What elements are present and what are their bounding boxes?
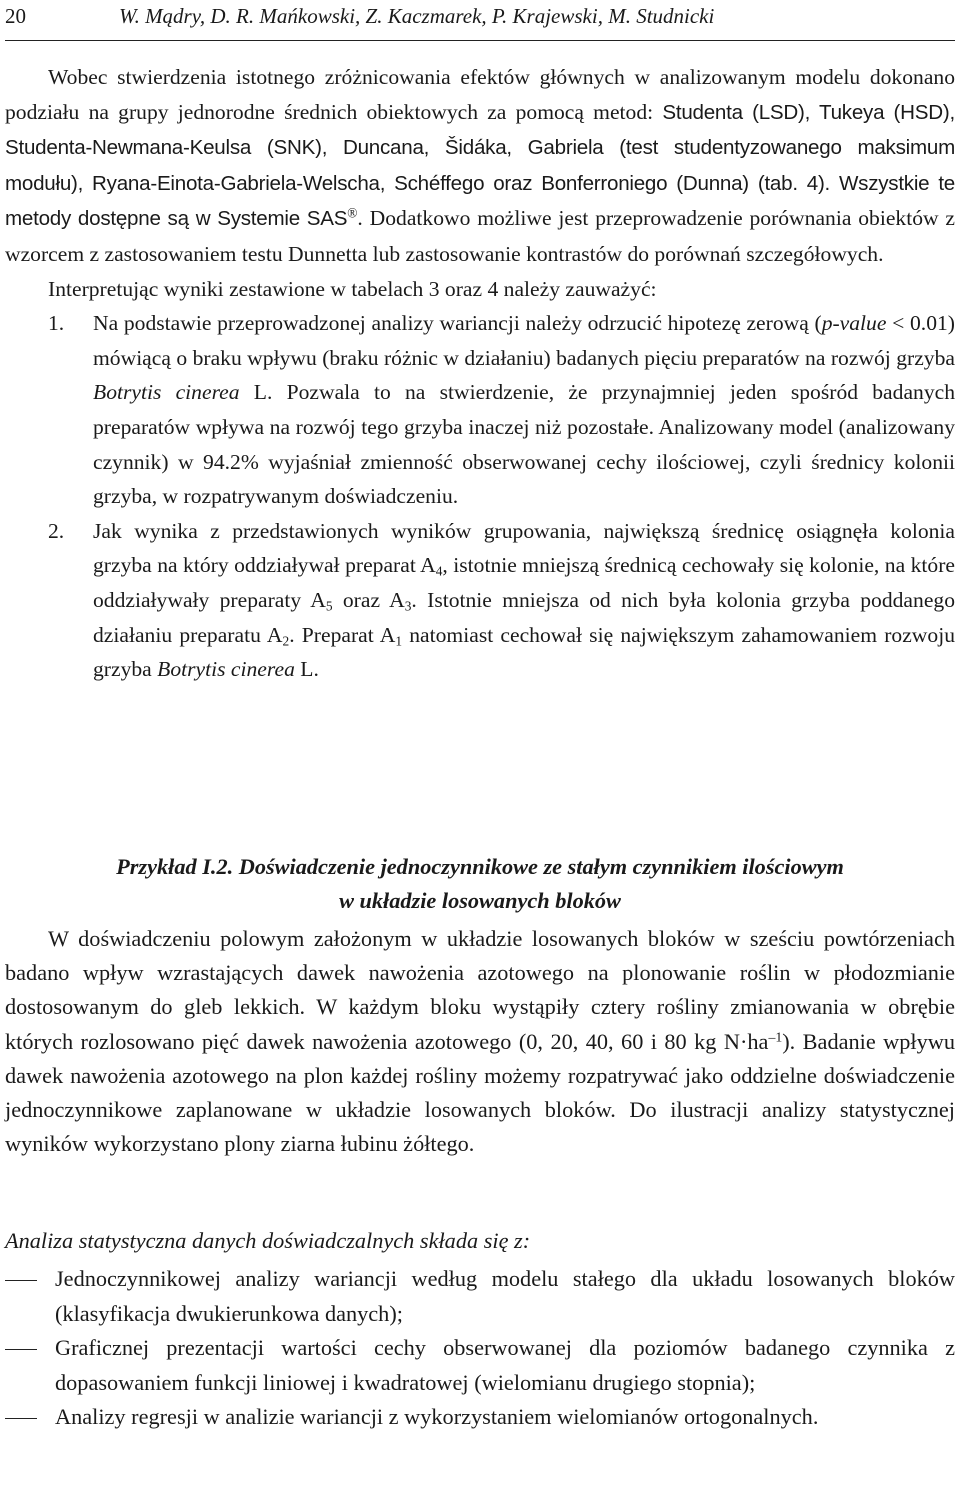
dash-bullet <box>5 1418 37 1419</box>
list-item <box>5 1331 955 1400</box>
dash-bullet <box>5 1280 37 1281</box>
header-authors: W. Mądry, D. R. Mańkowski, Z. Kaczmarek, P. Krajewski, M. Studnicki <box>119 4 715 28</box>
analysis-heading: Analiza statystyczna danych doświadczalnych składa się z: <box>5 1228 531 1253</box>
subscript: 1 <box>395 632 403 648</box>
item2-text-1: Jak wynika z przedstawionych wyników grupowania, największą średnicę osiągnęła kolonia grzyba na który oddziaływał preparat A <box>93 518 955 578</box>
species-name: Botrytis cinerea <box>157 657 295 682</box>
experiment-text-2: ). Badanie wpływu dawek nawożenia azotowego na plon każdej rośliny możemy rozpatrywać jako oddzielne doświadczenie jednoczynnikowe zaplanowane w układzie losowanych bloków. Do ilustracji analizy statystycznej wyników wykorzystano plony ziarna łubinu żółtego. <box>5 1028 956 1157</box>
item1-text-2: < 0.01) mówiącą o braku wpływu (braku różnic w działaniu) badanych pięciu preparatów na rozwój grzyba <box>93 311 955 370</box>
paragraph-methods-part-c: . Dodatkowo możliwe jest przeprowadzenie porównania obiektów z wzorcem z zastosowaniem testu Dunnetta lub zastosowanie kontrastów do porównań szczegółowych. <box>5 206 955 266</box>
list-item-text: Jednoczynnikowej analizy wariancji według modelu stałego dla układu losowanych bloków (klasyfikacja dwukierunkowa danych); <box>55 1266 955 1326</box>
list-item-text: Analizy regresji w analizie wariancji z wykorzystaniem wielomianów ortogonalnych. <box>55 1404 819 1430</box>
item1-text-1: Na podstawie przeprowadzonej analizy wariancji należy odrzucić hipotezę zerową ( <box>93 311 822 336</box>
paragraph-methods <box>5 60 955 272</box>
example-heading-line-2: w układzie losowanych bloków <box>339 888 621 913</box>
numbered-item-2 <box>5 514 955 687</box>
species-name: Botrytis cinerea <box>93 380 240 405</box>
registered-mark: ® <box>347 206 358 222</box>
experiment-text-1: W doświadczeniu polowym założonym w układzie losowanych bloków w sześciu powtórzeniach badano wpływ wzrastających dawek nawożenia azotowego na plonowanie roślin w płodozmianie dostosowanym do gleb lekkich. W każdym bloku wystąpiły cztery rośliny zmianowania w obrębie których rozlosowano pięć dawek nawożenia azotowego (0, 20, 40, 60 i 80 kg N·ha <box>5 926 955 1054</box>
section-multiple-comparisons <box>5 60 955 687</box>
paragraph-interpretation-intro: Interpretując wyniki zestawione w tabelach 3 oraz 4 należy zauważyć: <box>48 276 657 301</box>
item2-text-4: . Istotnie mniejsza od nich była kolonia grzyba poddanego działaniu preparatu A <box>93 587 955 647</box>
list-item <box>5 1262 955 1331</box>
item-number: 1. <box>48 311 65 336</box>
analysis-list <box>5 1262 955 1435</box>
item-number: 2. <box>48 518 65 543</box>
paragraph-methods-part-a: Wobec stwierdzenia istotnego zróżnicowania efektów głównych w analizowanym modelu dokonano podziału na grupy jednorodne średnich obiektowych za pomocą metod: <box>5 65 955 124</box>
paragraph-methods-part-b: Studenta (LSD), Tukeya (HSD), Studenta-Newmana-Keulsa (SNK), Duncana, Šidáka, Gabriela (test studentyzowanego maksimum modułu), Ryana-Einota-Gabriela-Welscha, Schéffego oraz Bonferroniego (Dunna) (tab. 4). Wszystkie te metody dostępne są w Systemie SAS <box>5 100 955 231</box>
example-heading <box>5 850 955 918</box>
subscript: 5 <box>325 598 333 614</box>
subscript: 2 <box>282 632 290 648</box>
numbered-item-1 <box>5 306 955 514</box>
item-text <box>93 306 955 514</box>
item2-text-2: , istotnie mniejszą średnicą cechowały się kolonie, na które oddziaływały preparaty A <box>93 553 955 612</box>
item-text <box>93 514 955 687</box>
running-header <box>5 0 955 41</box>
page-number: 20 <box>5 4 26 28</box>
item2-text-7: L. <box>294 657 319 682</box>
list-item-text: Graficznej prezentacji wartości cechy obserwowanej dla poziomów badanego czynnika z dopasowaniem funkcji liniowej i kwadratowej (wielomianu drugiego stopnia); <box>55 1335 955 1395</box>
list-item <box>5 1400 955 1435</box>
unit-exponent: –1 <box>768 1029 783 1045</box>
item2-text-3: oraz A <box>332 587 405 612</box>
subscript: 4 <box>435 563 443 579</box>
example-description <box>5 922 955 1161</box>
item2-text-6: natomiast cechował się największym zahamowaniem rozwoju grzyba <box>93 622 955 682</box>
paragraph-experiment <box>5 922 955 1161</box>
example-heading-line-1: Przykład I.2. Doświadczenie jednoczynnikowe ze stałym czynnikiem ilościowym <box>116 854 844 879</box>
dash-bullet <box>5 1349 37 1350</box>
item2-text-5: . Preparat A <box>289 622 396 647</box>
pvalue-label: p-value <box>821 311 887 336</box>
subscript: 3 <box>404 598 412 614</box>
item1-text-3: L. Pozwala to na stwierdzenie, że przynajmniej jeden spośród badanych preparatów wpływa na rozwój tego grzyba inaczej niż pozostałe. Analizowany model (analizowany czynnik) w 94.2% wyjaśniał zmienność obserwowanej cechy ilościowej, czyli średnicy kolonii grzyba, w rozpatrywanym doświadczeniu. <box>93 380 956 509</box>
